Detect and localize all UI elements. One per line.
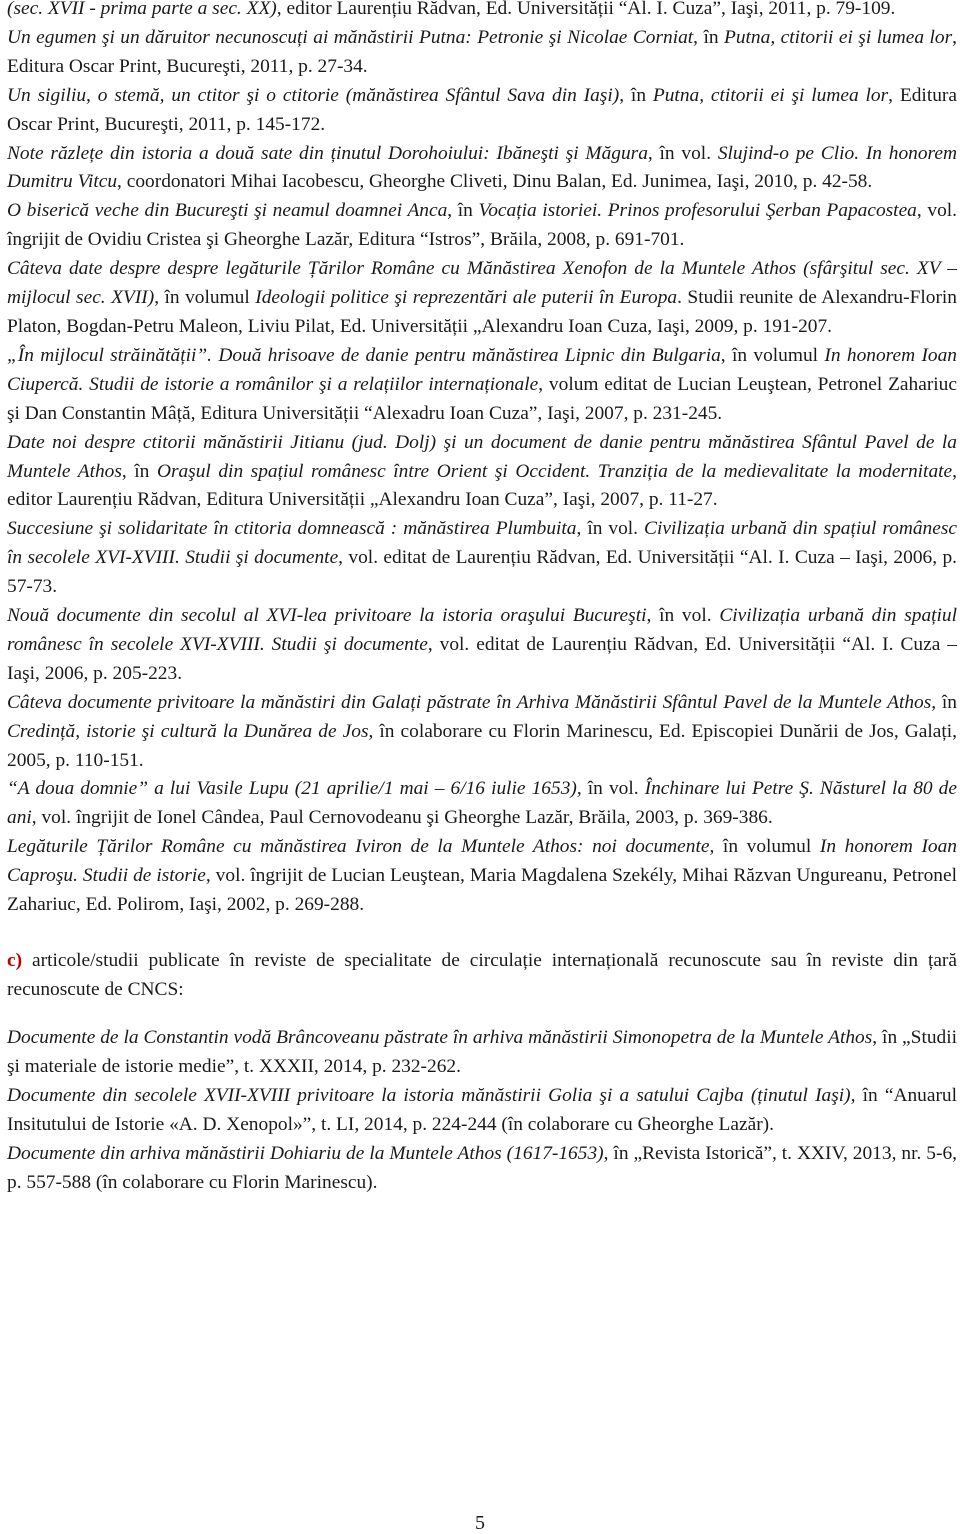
bibliography-entry [7,602,957,689]
entry-title-italic: Documente din arhiva mănăstirii Dohiariu de la Muntele Athos (1617-1653) [7,1142,604,1164]
bibliography-entry [7,689,957,776]
bibliography-entry [7,1082,957,1140]
entry-title-italic: Nouă documente din secolul al XVI-lea privitoare la istoria oraşului Bucureşti [7,605,647,627]
journal-articles-list [7,1024,957,1197]
entry-text: , vol. îngrijit de Lucian Leuştean, Maria Magdalena Szekély, Mihai Răzvan Ungureanu, Petronel Zahariuc, Ed. Polirom, Iaşi, 2002, p. 269-288. [7,865,957,916]
entry-text: , în [693,26,724,48]
bibliography-entry [7,255,957,342]
bibliography-entry [7,197,957,255]
entry-title-italic: Vocația istoriei. Prinos profesorului Şerban Papacostea [478,200,917,222]
entry-text: , în volumul [709,836,820,858]
entry-text: , Editura Oscar Print, Bucureşti, 2011, p. 145-172. [7,84,957,135]
bibliography-entry [7,1024,957,1082]
entry-title-italic: (sec. XVII - prima parte a sec. XX) [7,0,277,19]
entry-title-italic: Credință, istorie şi cultură la Dunărea de Jos [7,720,369,742]
entry-text: , Editura Oscar Print, Bucureşti, 2011, p. 27-34. [7,26,957,77]
entry-text: , în vol. [576,778,645,800]
entry-text: , vol. editat de Laurențiu Rădvan, Ed. Universității “Al. I. Cuza – Iaşi, 2006, p. 205-223. [7,633,957,684]
bibliography-entry [7,515,957,602]
bibliography-entry [7,1140,957,1198]
entry-text: în “Anuarul Insitutului de Istorie «A. D. Xenopol»”, t. LI, 2014, p. 224-244 (în colaborare cu Gheorghe Lazăr). [7,1085,957,1135]
page-number: 5 [475,1512,485,1534]
entry-text: , vol. editat de Laurențiu Rădvan, Ed. Universității “Al. I. Cuza – Iaşi, 2006, p. 57-73. [7,547,957,598]
entry-title-italic: Legăturile Țărilor Române cu mănăstirea Iviron de la Muntele Athos: noi documente [7,836,710,858]
entry-title-italic: Câteva date despre despre legăturile Țărilor Române cu Mănăstirea Xenofon de la Muntele Athos (sfârşitul sec. XV – mijlocul sec. XVII) [7,258,957,309]
entry-title-italic: Documente de la Constantin vodă Brâncoveanu păstrate în arhiva mănăstirii Simonopetra de la Muntele Athos [7,1027,873,1049]
bibliography-entry [7,833,957,920]
entry-title-italic: Civilizația urbană din spațiul românesc în secolele XVI-XVIII. Studii şi documente [7,518,957,569]
entry-text: , în volumul [720,344,825,366]
entry-text: , în colaborare cu Florin Marinescu, Ed. Episcopiei Dunării de Jos, Galați, 2005, p. 110-151. [7,720,957,771]
bibliography-entry [7,140,957,198]
entry-text: , în vol. [576,518,645,540]
entry-title-italic: Putna, ctitorii ei şi lumea lor [652,84,889,106]
entry-title-italic: O biserică veche din Bucureşti şi neamul doamnei Anca [7,200,448,222]
entry-text: , în [121,460,157,482]
bibliography-entry [7,0,957,24]
bibliography-list [7,0,957,920]
bibliography-entry [7,82,957,140]
entry-text: , în vol. [646,605,720,627]
entry-text: , editor Laurențiu Rădvan, Editura Universității „Alexandru Ioan Cuza”, Iaşi, 2007, p. 11-27. [7,460,957,511]
entry-text: , vol. îngrijit de Ionel Cândea, Paul Cernovodeanu şi Gheorghe Lazăr, Brăila, 2003, p. 369-386. [31,807,773,829]
entry-text: , editor Laurențiu Rădvan, Ed. Universității “Al. I. Cuza”, Iaşi, 2011, p. 79-109. [276,0,896,19]
entry-title-italic: Oraşul din spațiul românesc între Orient şi Occident. Tranziția de la medievalitate la modernitate [156,460,953,482]
entry-text: , în „Revista Istorică”, t. XXIV, 2013, nr. 5-6, p. 557-588 (în colaborare cu Florin Marinescu). [7,1142,957,1193]
section-c-letter: c) [7,950,23,971]
entry-title-italic: Câteva documente privitoare la mănăstiri din Galați păstrate în Arhiva Mănăstirii Sfântul Pavel de la Muntele Athos [7,691,932,713]
entry-title-italic: Ideologii politice şi reprezentări ale puterii în Europa [255,287,678,309]
entry-title-italic: Documente din secolele XVII-XVIII privitoare la istoria mănăstirii Golia şi a satului Cajba (ținutul Iaşi), [7,1085,856,1107]
entry-text: , în volumul [154,287,256,309]
entry-title-italic: Un sigiliu, o stemă, un ctitor şi o ctitorie (mănăstirea Sfântul Sava din Iaşi) [7,84,620,106]
bibliography-entry [7,775,957,833]
bibliography-entry [7,24,957,82]
section-c-heading [7,947,957,1005]
entry-text: , volum editat de Lucian Leuştean, Petronel Zahariuc şi Dan Constantin Mâță, Editura Universității “Alexadru Ioan Cuza”, Iaşi, 2007, p. 231-245. [7,373,957,424]
entry-title-italic: Un egumen şi un dăruitor necunoscuți ai mănăstirii Putna: Petronie şi Nicolae Corniat [7,26,694,48]
entry-text: , în [619,84,653,106]
entry-title-italic: Slujind-o pe Clio. In honorem Dumitru Vitcu [7,142,957,193]
entry-text: . Studii reunite de Alexandru-Florin Platon, Bogdan-Petru Maleon, Liviu Pilat, Ed. Universității „Alexandru Ioan Cuza, Iaşi, 2009, p. 191-207. [7,287,957,337]
entry-title-italic: Note răzlețe din istoria a două sate din ținutul Dorohoiului: Ibăneşti şi Măgura [7,142,648,164]
entry-title-italic: In honorem Ioan Caproşu. Studii de istorie [7,836,957,887]
entry-text: , în [931,691,958,713]
document-page [7,0,957,1198]
entry-title-italic: Închinare lui Petre Ş. Năsturel la 80 de ani [7,778,957,829]
entry-title-italic: In honorem Ioan Ciupercă. Studii de istorie a românilor şi a relațiilor internaționale [7,344,957,395]
entry-text: , coordonatori Mihai Iacobescu, Gheorghe Cliveti, Dinu Balan, Ed. Junimea, Iaşi, 2010, p. 42-58. [117,171,873,193]
entry-text: , în [447,200,479,222]
entry-title-italic: “A doua domnie” a lui Vasile Lupu (21 aprilie/1 mai – 6/16 iulie 1653) [7,778,577,800]
entry-text: , vol. îngrijit de Ovidiu Cristea şi Gheorghe Lazăr, Editura “Istros”, Brăila, 2008, p. 691-701. [7,200,957,251]
section-c-heading-text: articole/studii publicate în reviste de specialitate de circulație internațională recunoscute sau în reviste din țară recunoscute de CNCS: [7,950,957,1000]
entry-title-italic: Date noi despre ctitorii mănăstirii Jitianu (jud. Dolj) şi un document de danie pentru mănăstirea Sfântul Pavel de la Muntele Athos [7,431,957,482]
entry-text: , în vol. [647,142,718,164]
entry-title-italic: Civilizația urbană din spațiul românesc în secolele XVI-XVIII. Studii şi documente [7,605,957,655]
bibliography-entry [7,429,957,516]
entry-title-italic: Succesiune şi solidaritate în ctitoria domnească : mănăstirea Plumbuita [7,518,577,540]
entry-text: , în „Studii şi materiale de istorie medie”, t. XXXII, 2014, p. 232-262. [7,1027,957,1078]
bibliography-entry [7,342,957,429]
entry-title-italic: Putna, ctitorii ei şi lumea lor [724,26,953,48]
entry-title-italic: „În mijlocul străinătății”. Două hrisoave de danie pentru mănăstirea Lipnic din Bulgaria [7,344,721,366]
